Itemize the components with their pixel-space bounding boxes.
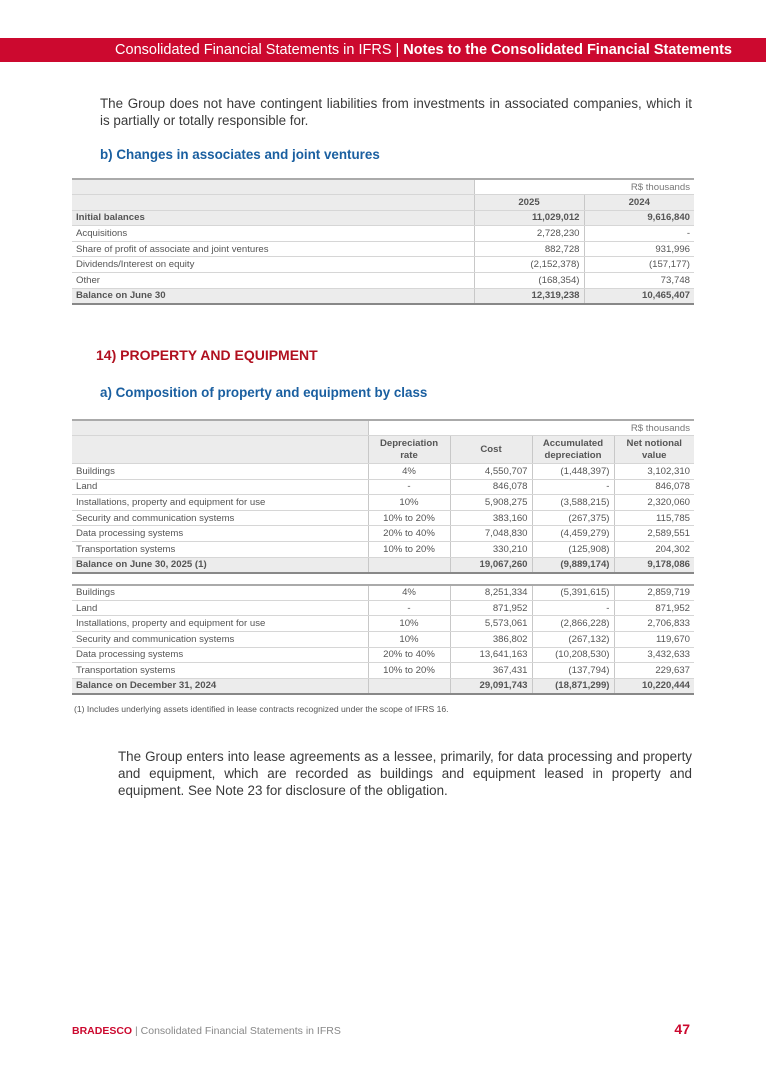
depreciation-rate: 4% [368,585,450,601]
associates-blank-header [72,179,474,195]
net-value: 229,637 [614,663,694,679]
ppe-blank-header [72,420,368,436]
ppe-unit: R$ thousands [368,420,694,436]
page-header [0,38,766,62]
table-row [72,632,694,648]
net-value: 2,589,551 [614,526,694,542]
cost-value: 8,251,334 [450,585,532,601]
associates-col-2025: 2025 [474,195,584,211]
row-label: Balance on December 31, 2024 [72,678,368,694]
accumulated-depreciation-value: (9,889,174) [532,557,614,573]
net-value: 846,078 [614,479,694,495]
value-2025: 2,728,230 [474,226,584,242]
row-label: Dividends/Interest on equity [72,257,474,273]
row-label: Land [72,600,368,616]
depreciation-rate: 10% [368,632,450,648]
net-value: 204,302 [614,542,694,558]
header-section-title: Notes to the Consolidated Financial Statements [403,42,732,58]
row-label: Other [72,273,474,289]
table-row [72,464,694,480]
row-label: Buildings [72,464,368,480]
value-2025: (168,354) [474,273,584,289]
value-2025: 11,029,012 [474,210,584,226]
net-value: 10,220,444 [614,678,694,694]
accumulated-depreciation-value: - [532,479,614,495]
cost-value: 4,550,707 [450,464,532,480]
value-2024: 9,616,840 [584,210,694,226]
table-row [72,495,694,511]
associates-unit-row [72,179,694,195]
associates-heading: b) Changes in associates and joint ventures [100,147,380,162]
accumulated-depreciation-value: (137,794) [532,663,614,679]
row-label: Security and communication systems [72,510,368,526]
lease-paragraph: The Group enters into lease agreements as a lessee, primarily, for data processing and property and equipment, which are recorded as buildings and equipment leased in property and equipment. See Note 23 for disclosure of the obligation. [118,749,692,798]
row-label: Data processing systems [72,647,368,663]
accumulated-depreciation-value: (125,908) [532,542,614,558]
net-value: 2,706,833 [614,616,694,632]
table-row [72,678,694,694]
cost-value: 5,908,275 [450,495,532,511]
ppe-blank-header-2 [72,436,368,464]
net-value: 2,859,719 [614,585,694,601]
table-row [72,585,694,601]
cost-value: 871,952 [450,600,532,616]
cost-value: 5,573,061 [450,616,532,632]
page-footer [72,1025,341,1037]
value-2025: 882,728 [474,241,584,257]
header-separator: | [395,42,400,58]
accumulated-depreciation-value: (18,871,299) [532,678,614,694]
ppe-footnote: (1) Includes underlying assets identified in lease contracts recognized under the scope of IFRS 16. [74,704,449,714]
table-row [72,600,694,616]
depreciation-rate: 20% to 40% [368,526,450,542]
net-value: 2,320,060 [614,495,694,511]
accumulated-depreciation-value: (3,588,215) [532,495,614,511]
depreciation-rate: - [368,600,450,616]
value-2024: 931,996 [584,241,694,257]
row-label: Security and communication systems [72,632,368,648]
associates-blank-header-2 [72,195,474,211]
ppe-col-net: Net notional value [614,436,694,464]
net-value: 9,178,086 [614,557,694,573]
ppe-col-accum: Accumulated depreciation [532,436,614,464]
accumulated-depreciation-value: (267,132) [532,632,614,648]
accumulated-depreciation-value: (10,208,530) [532,647,614,663]
accumulated-depreciation-value: - [532,600,614,616]
cost-value: 386,802 [450,632,532,648]
depreciation-rate: 10% to 20% [368,663,450,679]
footer-separator: | [135,1025,138,1037]
depreciation-rate: 10% [368,616,450,632]
table-row [72,479,694,495]
value-2024: - [584,226,694,242]
table-spacer [72,573,694,585]
ppe-col-rate: Depreciation rate [368,436,450,464]
ppe-table [72,419,694,695]
cost-value: 330,210 [450,542,532,558]
depreciation-rate [368,557,450,573]
depreciation-rate: 10% [368,495,450,511]
row-label: Land [72,479,368,495]
associates-unit: R$ thousands [474,179,694,195]
depreciation-rate: 10% to 20% [368,510,450,526]
header-doc-title: Consolidated Financial Statements in IFRS [115,42,392,58]
cost-value: 29,091,743 [450,678,532,694]
accumulated-depreciation-value: (267,375) [532,510,614,526]
table-row [72,647,694,663]
row-label: Balance on June 30, 2025 (1) [72,557,368,573]
value-2024: 10,465,407 [584,288,694,304]
ppe-col-cost: Cost [450,436,532,464]
row-label: Buildings [72,585,368,601]
accumulated-depreciation-value: (5,391,615) [532,585,614,601]
row-label: Share of profit of associate and joint ventures [72,241,474,257]
table-row [72,510,694,526]
depreciation-rate: 10% to 20% [368,542,450,558]
cost-value: 367,431 [450,663,532,679]
table-row [72,616,694,632]
table-row [72,273,694,289]
table-row [72,288,694,304]
footer-brand: BRADESCO [72,1025,133,1037]
cost-value: 383,160 [450,510,532,526]
table-row [72,542,694,558]
associates-table [72,178,694,305]
table-row [72,241,694,257]
row-label: Installations, property and equipment for use [72,495,368,511]
table-row [72,226,694,242]
ppe-unit-row [72,420,694,436]
net-value: 3,432,633 [614,647,694,663]
cost-value: 846,078 [450,479,532,495]
row-label: Balance on June 30 [72,288,474,304]
net-value: 3,102,310 [614,464,694,480]
depreciation-rate: 20% to 40% [368,647,450,663]
net-value: 871,952 [614,600,694,616]
value-2024: (157,177) [584,257,694,273]
row-label: Installations, property and equipment for use [72,616,368,632]
table-row [72,257,694,273]
table-row [72,526,694,542]
row-label: Transportation systems [72,663,368,679]
net-value: 119,670 [614,632,694,648]
accumulated-depreciation-value: (2,866,228) [532,616,614,632]
row-label: Initial balances [72,210,474,226]
intro-paragraph: The Group does not have contingent liabilities from investments in associated companies, which it is partially or totally responsible for. [100,96,692,128]
accumulated-depreciation-value: (4,459,279) [532,526,614,542]
cost-value: 7,048,830 [450,526,532,542]
table-row [72,557,694,573]
associates-column-row [72,195,694,211]
depreciation-rate: - [368,479,450,495]
value-2024: 73,748 [584,273,694,289]
spacer-cell [72,573,694,585]
row-label: Acquisitions [72,226,474,242]
value-2025: (2,152,378) [474,257,584,273]
cost-value: 19,067,260 [450,557,532,573]
row-label: Data processing systems [72,526,368,542]
table-row [72,663,694,679]
value-2025: 12,319,238 [474,288,584,304]
cost-value: 13,641,163 [450,647,532,663]
section-14-heading: 14) PROPERTY AND EQUIPMENT [96,347,318,363]
ppe-subheading: a) Composition of property and equipment by class [100,385,428,400]
accumulated-depreciation-value: (1,448,397) [532,464,614,480]
associates-col-2024: 2024 [584,195,694,211]
table-row [72,210,694,226]
depreciation-rate [368,678,450,694]
row-label: Transportation systems [72,542,368,558]
page-number: 47 [674,1021,690,1037]
ppe-column-row [72,436,694,464]
net-value: 115,785 [614,510,694,526]
footer-text: Consolidated Financial Statements in IFRS [140,1025,341,1037]
depreciation-rate: 4% [368,464,450,480]
